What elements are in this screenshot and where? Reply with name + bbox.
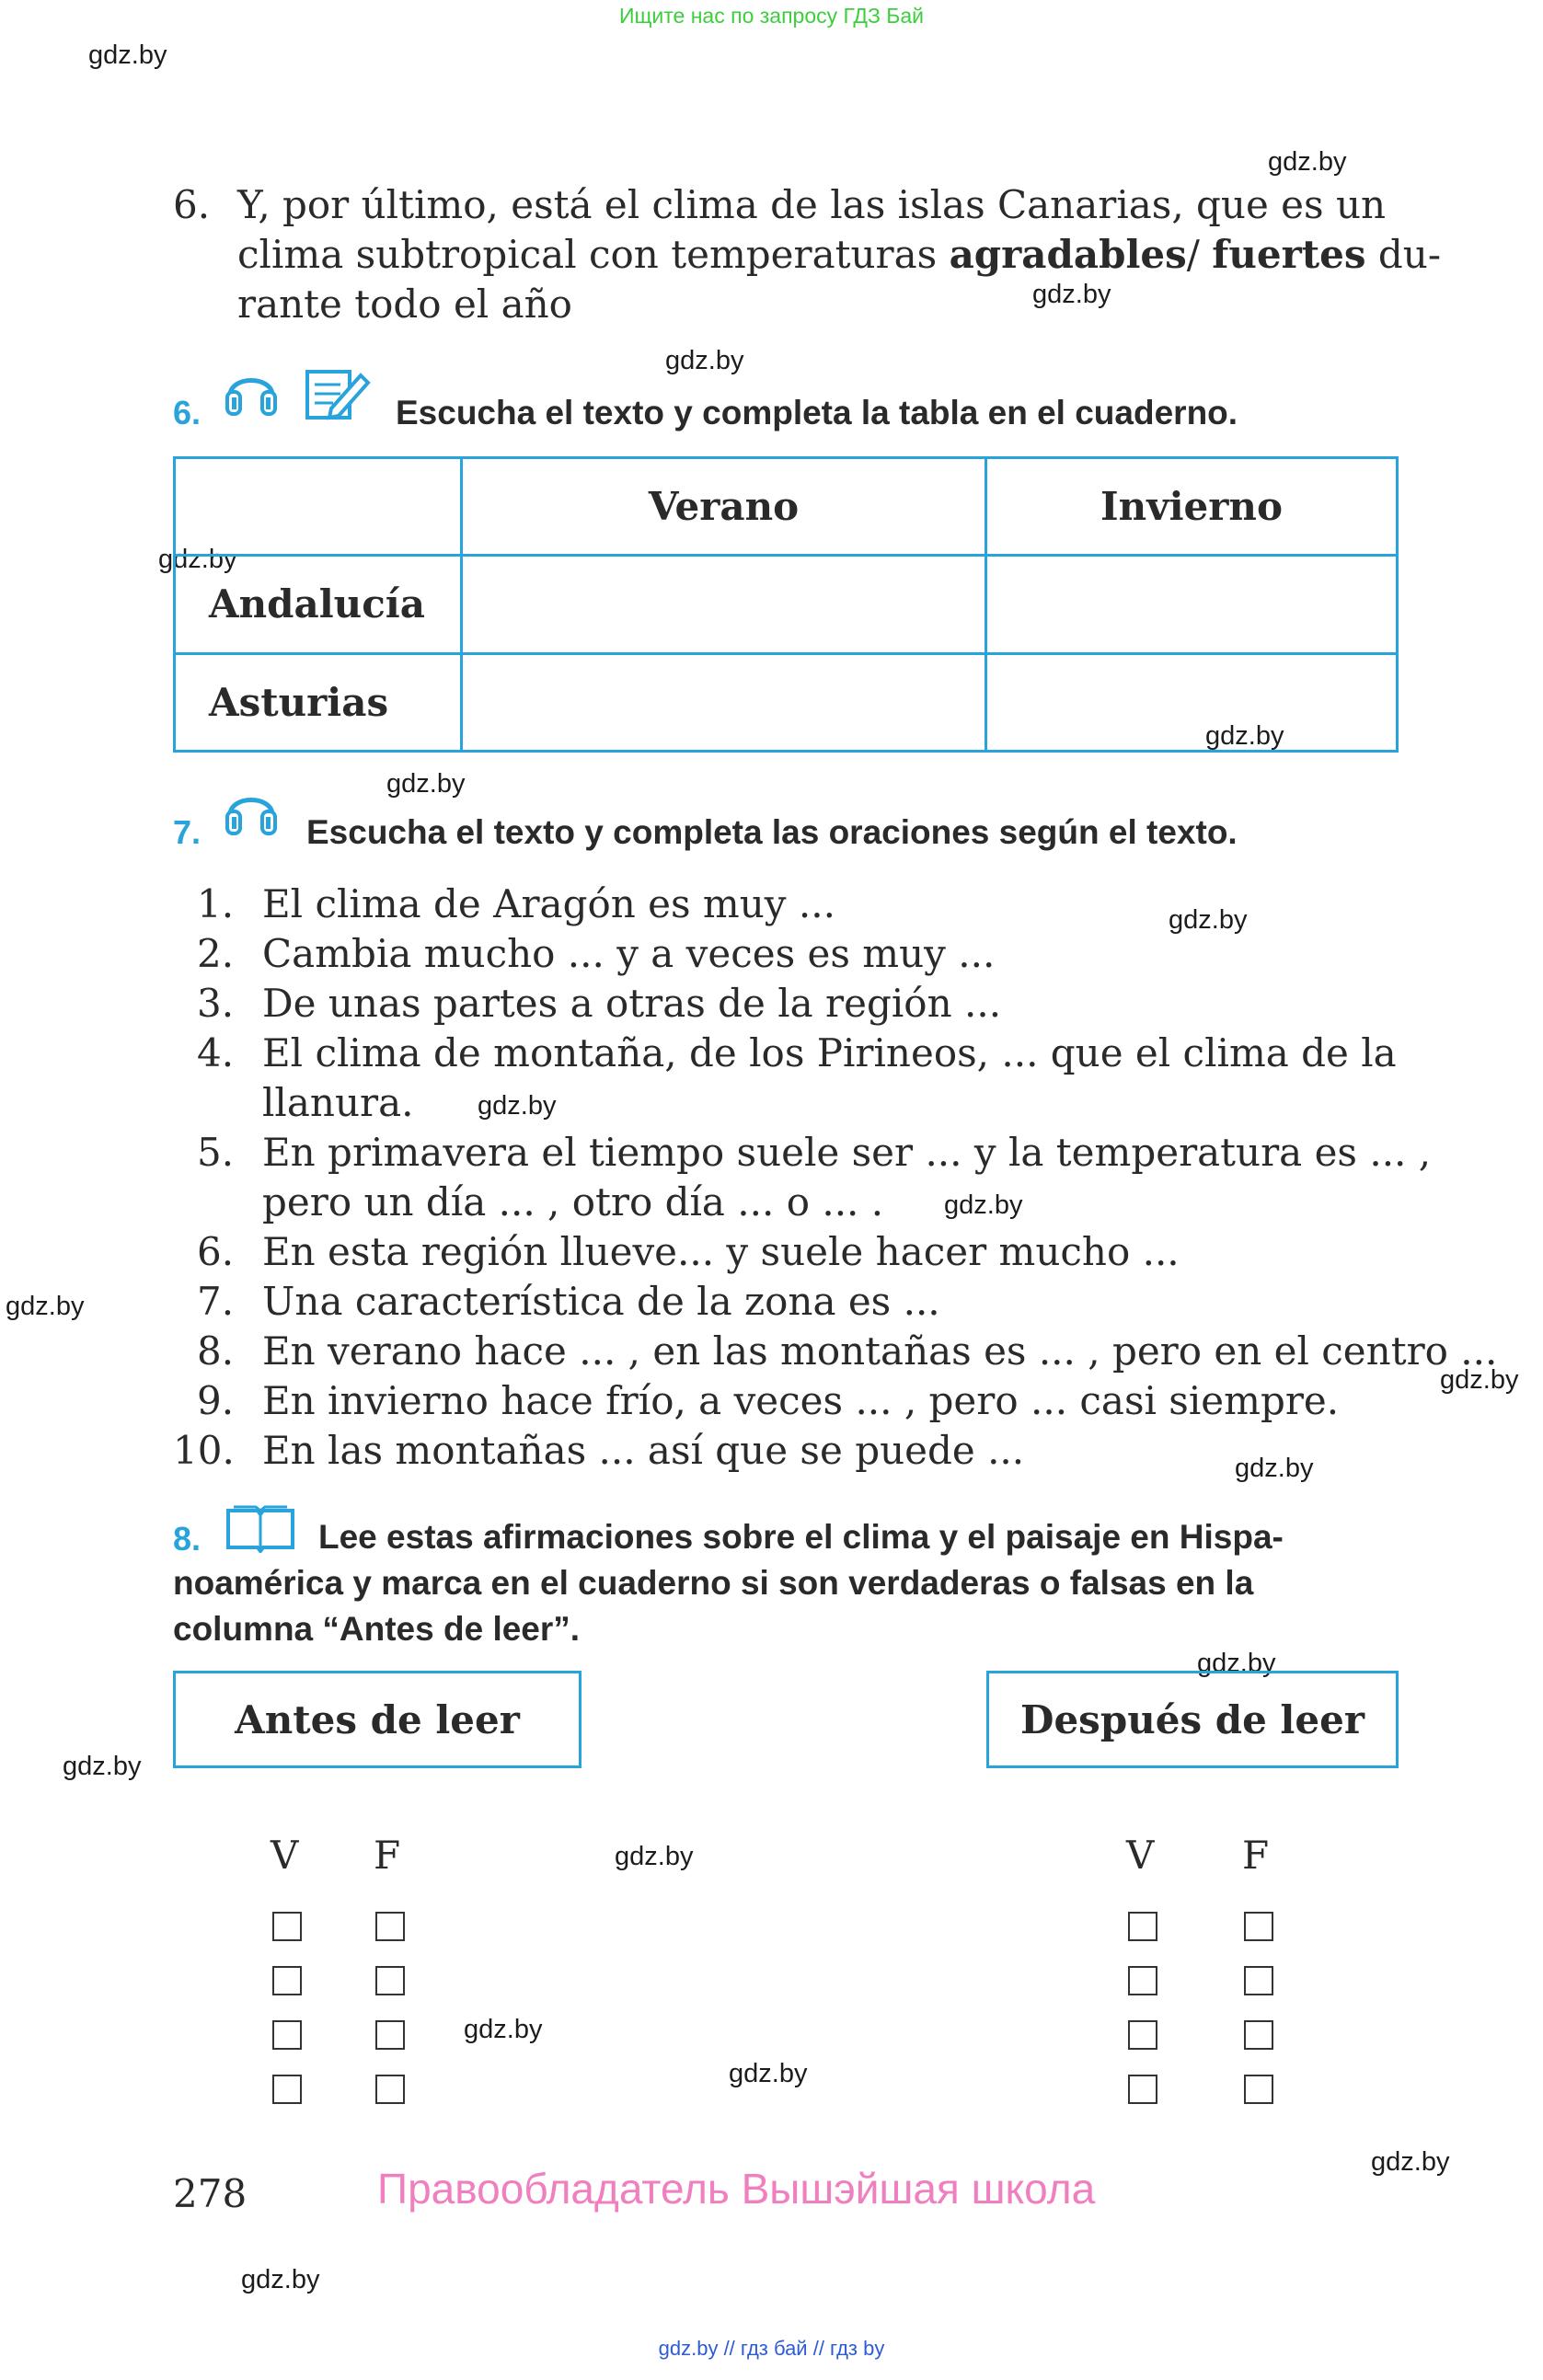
watermark: gdz.by bbox=[63, 1752, 142, 1781]
sentence-text: En invierno hace frío, a veces ... , pero ... casi siempre. bbox=[262, 1378, 1340, 1423]
sentence-text: En primavera el tiempo suele ser ... y la temperatura es ... , bbox=[262, 1130, 1432, 1175]
option-bold: agradables bbox=[949, 232, 1187, 277]
task-number: 7. bbox=[173, 813, 202, 851]
watermark: gdz.by bbox=[615, 1842, 694, 1871]
headphones-icon bbox=[225, 364, 278, 423]
before-true-checkbox[interactable] bbox=[272, 1912, 302, 1941]
sentence-number: 9. bbox=[197, 1378, 235, 1423]
before-false-checkbox[interactable] bbox=[375, 1912, 405, 1941]
sentence-text: Cambia mucho ... y a veces es muy ... bbox=[262, 931, 996, 976]
open-book-icon bbox=[225, 1503, 296, 1557]
climate-table bbox=[173, 456, 1399, 753]
table-header-cell bbox=[175, 458, 462, 556]
watermark: gdz.by bbox=[1205, 721, 1284, 751]
bottom-links: gdz.by // гдз бай // гдз by bbox=[658, 2337, 885, 2360]
watermark: gdz.by bbox=[1235, 1454, 1314, 1483]
sentence-number: 4. bbox=[197, 1030, 235, 1075]
watermark: gdz.by bbox=[6, 1292, 85, 1321]
before-true-checkbox[interactable] bbox=[272, 1966, 302, 1995]
sentence-number: 5. bbox=[197, 1130, 235, 1175]
before-false-checkbox[interactable] bbox=[375, 1966, 405, 1995]
sentence-number: 10. bbox=[173, 1428, 235, 1473]
sentence-number: 8. bbox=[197, 1328, 235, 1374]
sentence-text: En verano hace ... , en las montañas es ... , pero en el centro ... bbox=[262, 1328, 1498, 1374]
sentence-number: 3. bbox=[197, 981, 235, 1026]
table-cell bbox=[986, 653, 1398, 751]
table-row-label: Andalucía bbox=[175, 556, 462, 653]
watermark: gdz.by bbox=[944, 1190, 1023, 1220]
sentence-number: 2. bbox=[197, 931, 235, 976]
before-reading-label: Antes de leer bbox=[173, 1671, 582, 1768]
table-header-cell: Verano bbox=[462, 458, 986, 556]
table-cell bbox=[462, 556, 986, 653]
false-column-label: F bbox=[374, 1833, 401, 1878]
table-row-label: Asturias bbox=[175, 653, 462, 751]
task-number: 6. bbox=[173, 394, 202, 431]
task-instruction: columna “Antes de leer”. bbox=[173, 1610, 581, 1648]
sentence-number: 7. bbox=[197, 1279, 235, 1324]
watermark: gdz.by bbox=[1440, 1365, 1519, 1395]
after-false-checkbox[interactable] bbox=[1244, 1966, 1273, 1995]
item-number: 6. bbox=[173, 182, 211, 227]
task-instruction: noamérica y marca en el cuaderno si son verdaderas o falsas en la bbox=[173, 1564, 1254, 1602]
task-number: 8. bbox=[173, 1520, 202, 1558]
watermark: gdz.by bbox=[1371, 2147, 1450, 2177]
watermark: gdz.by bbox=[478, 1091, 557, 1121]
headphones-icon bbox=[225, 784, 278, 843]
watermark: gdz.by bbox=[386, 769, 466, 799]
after-reading-label: Después de leer bbox=[986, 1671, 1399, 1768]
item-text-line: rante todo el año bbox=[237, 282, 572, 327]
sentence-text: En esta región llueve... y suele hacer mucho ... bbox=[262, 1229, 1180, 1274]
watermark: gdz.by bbox=[1268, 147, 1347, 177]
task-instruction: Escucha el texto y completa las oraciones según el texto. bbox=[306, 813, 1238, 851]
table-cell bbox=[986, 556, 1398, 653]
after-true-checkbox[interactable] bbox=[1128, 2020, 1157, 2050]
watermark: gdz.by bbox=[158, 545, 237, 574]
watermark: gdz.by bbox=[464, 2015, 543, 2044]
notebook-pencil-icon bbox=[304, 366, 374, 425]
top-banner: Ищите нас по запросу ГДЗ Бай bbox=[618, 4, 925, 28]
false-column-label: F bbox=[1242, 1833, 1270, 1878]
watermark: gdz.by bbox=[88, 40, 167, 70]
task-instruction: Escucha el texto y completa la tabla en el cuaderno. bbox=[396, 394, 1238, 431]
task-instruction: Lee estas afirmaciones sobre el clima y el paisaje en Hispa- bbox=[318, 1518, 1284, 1556]
sentence-number: 1. bbox=[197, 881, 235, 926]
watermark: gdz.by bbox=[1197, 1649, 1276, 1678]
before-false-checkbox[interactable] bbox=[375, 2020, 405, 2050]
item-text-line: clima subtropical con temperaturas agradables/ fuertes du- bbox=[237, 232, 1442, 277]
sentence-text: En las montañas ... así que se puede ... bbox=[262, 1428, 1025, 1473]
before-true-checkbox[interactable] bbox=[272, 2020, 302, 2050]
sentence-text: El clima de Aragón es muy ... bbox=[262, 881, 835, 926]
after-false-checkbox[interactable] bbox=[1244, 1912, 1273, 1941]
rights-holder: Правообладатель Вышэйшая школа bbox=[377, 2165, 1096, 2213]
page-number: 278 bbox=[173, 2171, 248, 2216]
sentence-text: El clima de montaña, de los Pirineos, ... que el clima de la bbox=[262, 1030, 1397, 1075]
sentence-text: Una característica de la zona es ... bbox=[262, 1279, 940, 1324]
watermark: gdz.by bbox=[665, 346, 744, 375]
watermark: gdz.by bbox=[1169, 905, 1248, 935]
after-false-checkbox[interactable] bbox=[1244, 2075, 1273, 2104]
option-bold: fuertes bbox=[1212, 232, 1366, 277]
sentence-number: 6. bbox=[197, 1229, 235, 1274]
table-header-cell: Invierno bbox=[986, 458, 1398, 556]
watermark: gdz.by bbox=[241, 2265, 320, 2294]
sentence-text: pero un día ... , otro día ... o ... . bbox=[262, 1179, 884, 1224]
true-column-label: V bbox=[271, 1833, 299, 1878]
before-false-checkbox[interactable] bbox=[375, 2075, 405, 2104]
before-true-checkbox[interactable] bbox=[272, 2075, 302, 2104]
after-true-checkbox[interactable] bbox=[1128, 1912, 1157, 1941]
after-true-checkbox[interactable] bbox=[1128, 1966, 1157, 1995]
item-text-line: Y, por último, está el clima de las islas Canarias, que es un bbox=[237, 182, 1387, 227]
after-true-checkbox[interactable] bbox=[1128, 2075, 1157, 2104]
sentence-text: llanura. bbox=[262, 1080, 414, 1125]
watermark: gdz.by bbox=[729, 2059, 808, 2088]
sentence-text: De unas partes a otras de la región ... bbox=[262, 981, 1002, 1026]
table-cell bbox=[462, 653, 986, 751]
watermark: gdz.by bbox=[1032, 280, 1111, 309]
after-false-checkbox[interactable] bbox=[1244, 2020, 1273, 2050]
true-column-label: V bbox=[1126, 1833, 1155, 1878]
